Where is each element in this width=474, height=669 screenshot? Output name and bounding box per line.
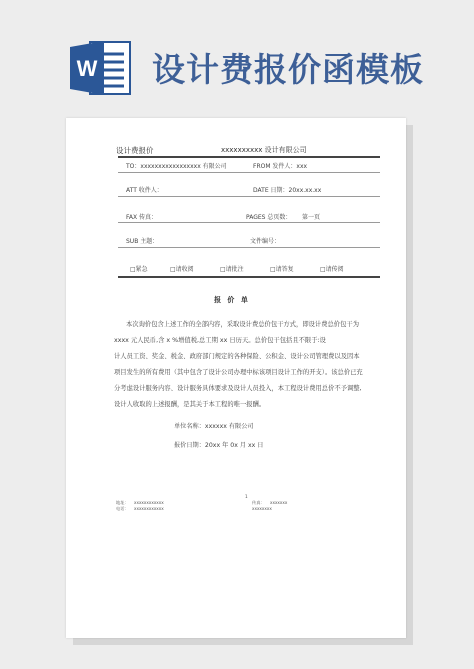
banner: [0, 0, 474, 105]
document-page: [66, 118, 406, 638]
divider: [118, 172, 380, 173]
body-line: 计人员工资、奖金、税金、政府部门规定的各种保险、公积金、设计公司管理费以及因本: [114, 353, 360, 360]
footer-page-number: 1: [245, 494, 248, 499]
body-line: 本次询价包含上述工作的全部内容，采取设计费总价包干方式，即设计费总价包干为: [126, 321, 359, 328]
field-file-no: 文件编号：: [250, 238, 281, 245]
checkbox-rule: [118, 276, 380, 278]
field-to: TO：xxxxxxxxxxxxxxxxx 有限公司: [126, 163, 227, 170]
quote-date: 报价日期：20xx 年 0x 月 xx 日: [174, 442, 264, 449]
field-pages-value: 第一页: [302, 214, 321, 221]
quote-title: 报 价 单: [214, 296, 250, 304]
body-line: 分考虑设计服务内容、设计服务具体要求及设计人员投入，本工程设计费用总价不予调整,: [114, 385, 362, 392]
banner-title: 设计费报价函模板: [152, 50, 424, 89]
checkbox-urgent: □紧急: [130, 266, 148, 273]
body-line: xxxx 元人民币,含 x %增值税,总工期 xx 日历天。总价包干包括且不限于:设: [114, 337, 326, 344]
field-pages-label: PAGES 总页数：: [246, 214, 292, 221]
word-logo-letter: W: [76, 56, 98, 81]
divider: [118, 196, 380, 197]
field-fax: FAX 传真：: [126, 214, 158, 221]
word-icon: [68, 38, 132, 98]
field-sub: SUB 主题：: [126, 238, 159, 245]
footer-address-value: xxxxxxxxxxxx: [134, 500, 164, 505]
footer-address-label: 地址：: [116, 500, 129, 505]
footer-fax-label: 传真：: [252, 500, 265, 505]
field-from: FROM 发件人：xxx: [253, 163, 308, 170]
footer-extra-value: xxxxxxxx: [252, 506, 272, 511]
checkbox-circulate: □请传阅: [320, 266, 344, 273]
body-line: 设计人收取的上述报酬，是其关于本工程的唯一报酬。: [114, 401, 266, 408]
field-date: DATE 日期：20xx.xx.xx: [253, 187, 322, 194]
unit-name: 单位名称：xxxxxx 有限公司: [174, 423, 254, 430]
divider: [118, 247, 380, 248]
checkbox-review: □请收阅: [170, 266, 194, 273]
checkbox-reply: □请答复: [270, 266, 294, 273]
doc-header-company: xxxxxxxxxx 设计有限公司: [221, 146, 307, 154]
doc-header-left: 设计费报价: [116, 146, 154, 155]
body-line: 项目发生的所有费用（其中包含了设计公司办理中标该项目设计工作的开支）。该总价已充: [114, 369, 363, 376]
checkbox-comment: □请批注: [220, 266, 244, 273]
header-rule: [118, 156, 380, 158]
field-att: ATT 收件人：: [126, 187, 163, 194]
divider: [118, 222, 380, 223]
footer-fax-value: xxxxxxx: [270, 500, 288, 505]
footer-phone-label: 电话：: [116, 506, 129, 511]
footer-phone-value: xxxxxxxxxxxx: [134, 506, 164, 511]
